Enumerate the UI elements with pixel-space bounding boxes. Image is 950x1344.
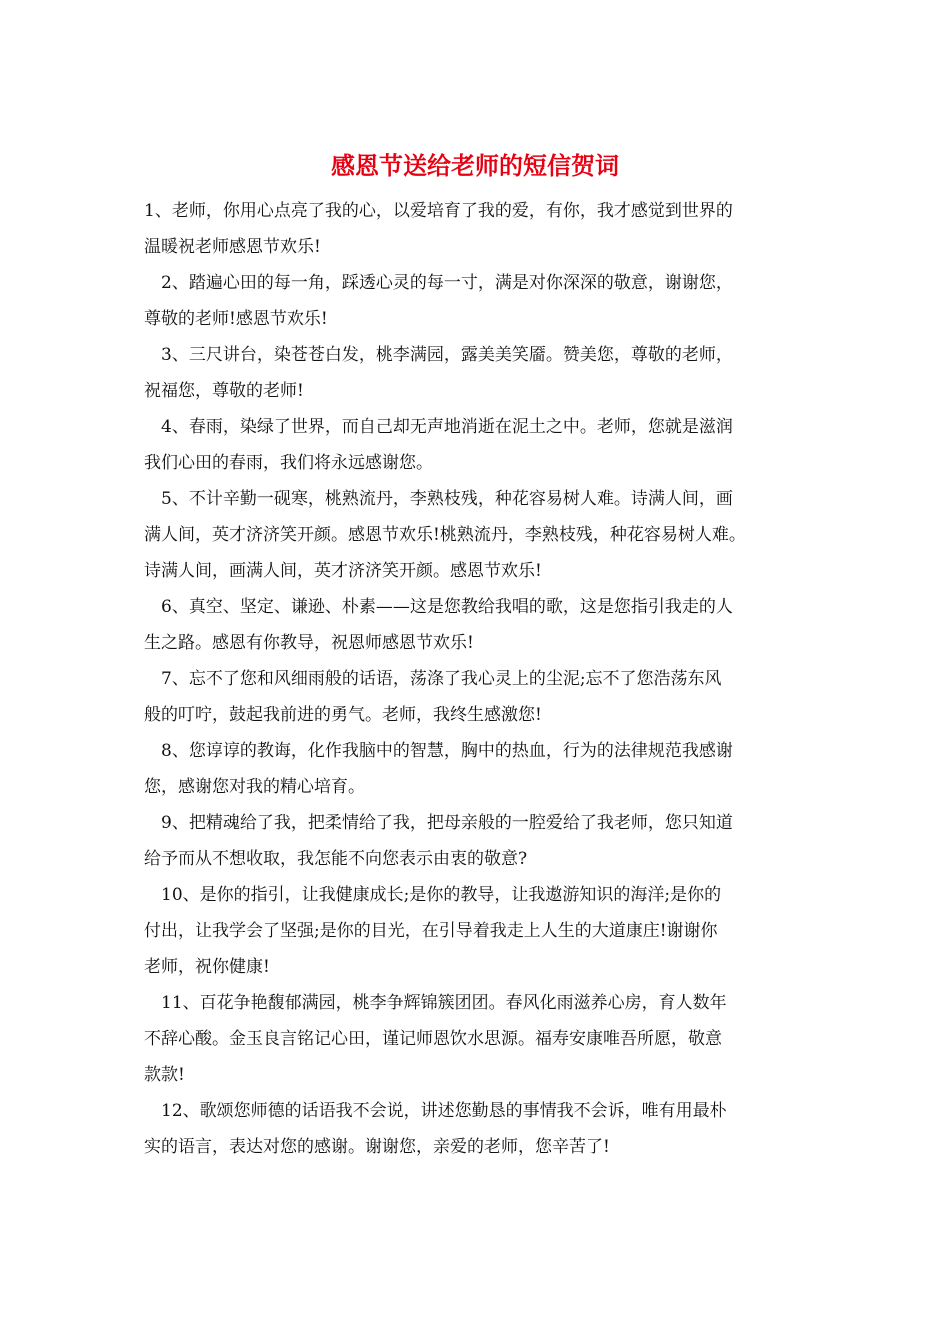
paragraph-line: 5、不计辛勤一砚寒，桃熟流丹，李熟枝残，种花容易树人难。诗满人间，画 bbox=[161, 489, 733, 509]
paragraph-line: 我们心田的春雨，我们将永远感谢您。 bbox=[144, 453, 433, 473]
paragraph-line: 不辞心酸。金玉良言铭记心田，谨记师恩饮水思源。福寿安康唯吾所愿，敬意 bbox=[144, 1029, 722, 1049]
paragraph-line: 满人间，英才济济笑开颜。感恩节欢乐!桃熟流丹，李熟枝残，种花容易树人难。 bbox=[144, 525, 746, 545]
paragraph-line: 尊敬的老师!感恩节欢乐! bbox=[144, 309, 328, 329]
document-title: 感恩节送给老师的短信贺词 bbox=[331, 151, 619, 180]
paragraph-line: 10、是你的指引，让我健康成长;是你的教导，让我遨游知识的海洋;是你的 bbox=[161, 885, 722, 905]
paragraph-line: 2、踏遍心田的每一角，踩透心灵的每一寸，满是对你深深的敬意，谢谢您， bbox=[161, 273, 733, 293]
paragraph-line: 8、您谆谆的教诲，化作我脑中的智慧，胸中的热血，行为的法律规范我感谢 bbox=[161, 741, 733, 761]
paragraph-line: 祝福您，尊敬的老师! bbox=[144, 381, 304, 401]
paragraph-line: 款款! bbox=[144, 1065, 185, 1085]
paragraph-line: 您，感谢您对我的精心培育。 bbox=[144, 777, 365, 797]
paragraph-line: 9、把精魂给了我，把柔情给了我，把母亲般的一腔爱给了我老师，您只知道 bbox=[161, 813, 733, 833]
paragraph-line: 12、歌颂您师德的话语我不会说，讲述您勤恳的事情我不会诉，唯有用最朴 bbox=[161, 1101, 727, 1121]
paragraph-line: 7、忘不了您和风细雨般的话语，荡涤了我心灵上的尘泥;忘不了您浩荡东风 bbox=[161, 669, 722, 689]
paragraph-line: 实的语言，表达对您的感谢。谢谢您，亲爱的老师，您辛苦了! bbox=[144, 1137, 610, 1157]
paragraph-line: 老师，祝你健康! bbox=[144, 957, 270, 977]
paragraph-line: 付出，让我学会了坚强;是你的目光，在引导着我走上人生的大道康庄!谢谢你 bbox=[144, 921, 718, 941]
paragraph-line: 4、春雨，染绿了世界，而自己却无声地消逝在泥土之中。老师，您就是滋润 bbox=[161, 417, 733, 437]
paragraph-line: 11、百花争艳馥郁满园，桃李争辉锦簇团团。春风化雨滋养心房，育人数年 bbox=[161, 993, 727, 1013]
paragraph-line: 6、真空、坚定、谦逊、朴素——这是您教给我唱的歌，这是您指引我走的人 bbox=[161, 597, 733, 617]
document-body bbox=[144, 193, 820, 1165]
paragraph-line: 般的叮咛，鼓起我前进的勇气。老师，我终生感激您! bbox=[144, 705, 542, 725]
paragraph-line: 诗满人间，画满人间，英才济济笑开颜。感恩节欢乐! bbox=[144, 561, 542, 581]
paragraph-line: 3、三尺讲台，染苍苍白发，桃李满园，露美美笑靥。赞美您，尊敬的老师， bbox=[161, 345, 733, 365]
paragraph-line: 生之路。感恩有你教导，祝恩师感恩节欢乐! bbox=[144, 633, 474, 653]
paragraph-line: 给予而从不想收取，我怎能不向您表示由衷的敬意? bbox=[144, 849, 528, 869]
paragraph-line: 1、老师，你用心点亮了我的心，以爱培育了我的爱，有你，我才感觉到世界的 bbox=[144, 201, 733, 221]
paragraph-line: 温暖祝老师感恩节欢乐! bbox=[144, 237, 321, 257]
